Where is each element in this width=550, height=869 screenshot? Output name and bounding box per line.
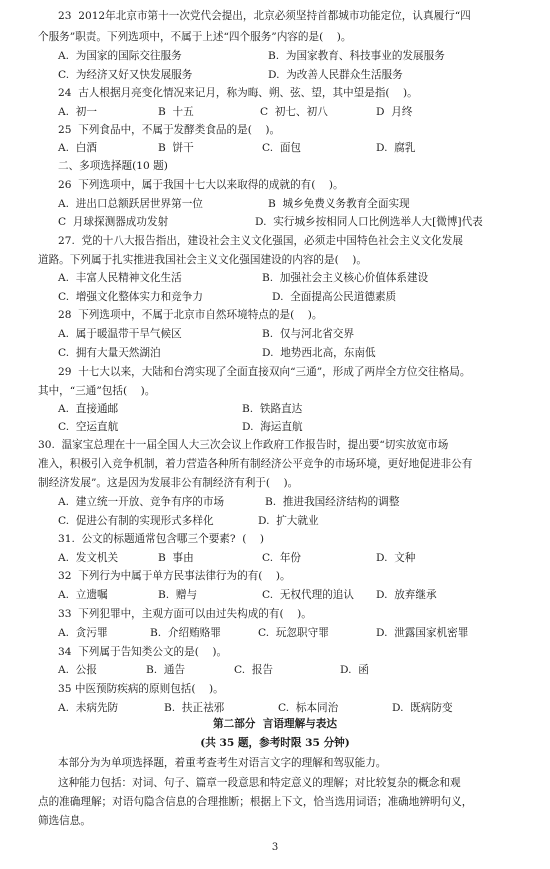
q34-option-c: C. 报告 <box>234 664 274 676</box>
q34-stem: 34 下列属于告知类公文的是( )。 <box>58 646 228 658</box>
q26-option-d: D. 实行城乡按相同人口比例选举人大[微博]代表 <box>255 216 483 228</box>
q33-option-c: C. 玩忽职守罪 <box>258 627 329 639</box>
q25-stem: 25 下列食品中，不属于发酵类食品的是( )。 <box>58 124 281 136</box>
q31-stem: 31. 公文的标题通常包含哪三个要素? ( ) <box>58 533 265 545</box>
q29-stem-line1: 29 十七大以来，大陆和台湾实现了全面直接双向“三通”，形成了两岸全方位交往格局。 <box>58 366 471 378</box>
q34-option-b: B. 通告 <box>146 664 186 676</box>
q32-option-d: D. 放弃继承 <box>376 589 437 601</box>
q30-stem-line1: 30. 温家宝总理在十一届全国人大三次会议上作政府工作报告时，提出要“切实放宽市场 <box>38 439 449 451</box>
q29-stem-line2: 其中，“三通”包括( )。 <box>38 385 156 397</box>
part2-intro-line1: 本部分为为单项选择题，着重考查考生对语言文字的理解和驾驭能力。 <box>58 757 387 769</box>
q26-option-c: C 月球探测器成功发射 <box>58 216 169 228</box>
q25-option-d: D. 腐乳 <box>376 142 416 154</box>
q30-stem-line3: 制经济发展”。这是因为发展非公有制经济有利于( )。 <box>38 477 299 489</box>
q32-option-c: C. 无权代理的追认 <box>262 589 354 601</box>
q28-option-b: B. 仅与河北省交界 <box>262 328 355 340</box>
q30-option-b: B. 推进我国经济结构的调整 <box>265 496 400 508</box>
q29-option-d: D. 海运直航 <box>242 421 303 433</box>
q28-option-c: C. 拥有大量天然湖泊 <box>58 347 161 359</box>
q33-option-b: B. 介绍贿赂罪 <box>150 627 221 639</box>
q24-option-a: A. 初一 <box>58 106 97 118</box>
q30-stem-line2: 准入，积极引入竞争机制，着力营造各种所有制经济公平竞争的市场环境，更好地促进非公有 <box>38 458 473 470</box>
part2-intro-line3: 点的准确理解；对语句隐含信息的合理推断；根据上下文，恰当选用词语；准确地辨明句义， <box>38 796 473 808</box>
q35-option-b: B. 扶正祛邪 <box>164 702 225 714</box>
q33-stem: 33 下列犯罪中，主观方面可以由过失构成的有( )。 <box>58 608 312 620</box>
q23-option-d: D. 为改善人民群众生活服务 <box>268 69 403 81</box>
q29-option-a: A. 直接通邮 <box>58 403 119 415</box>
page-number: 3 <box>271 842 279 853</box>
q30-option-a: A. 建立统一开放、竞争有序的市场 <box>58 496 225 508</box>
q35-stem: 35 中医预防疾病的原则包括( )。 <box>58 683 224 695</box>
q24-option-c: C 初七、初八 <box>260 106 328 118</box>
q34-option-d: D. 函 <box>340 664 369 676</box>
q35-option-c: C. 标本同治 <box>278 702 339 714</box>
q24-option-b: B 十五 <box>158 106 194 118</box>
q27-option-a: A. 丰富人民精神文化生活 <box>58 272 182 284</box>
q35-option-d: D. 既病防变 <box>392 702 453 714</box>
q27-stem-line2: 道路。下列属于扎实推进我国社会主义文化强国建设的内容的是( )。 <box>38 254 367 266</box>
q27-option-c: C. 增强文化整体实力和竞争力 <box>58 291 203 303</box>
q23-stem-line2: 个服务”职责。下列选项中，不属于上述“四个服务”内容的是( )。 <box>38 31 352 43</box>
q28-option-d: D. 地势西北高，东南低 <box>262 347 376 359</box>
q34-option-a: A. 公报 <box>58 664 97 676</box>
part2-title: 第二部分 言语理解与表达 <box>213 718 337 730</box>
q27-stem-line1: 27. 党的十八大报告指出，建设社会主义文化强国，必须走中国特色社会主义文化发展 <box>58 235 463 247</box>
q26-option-a: A. 进出口总额跃居世界第一位 <box>58 198 203 210</box>
q24-option-d: D 月终 <box>376 106 413 118</box>
q28-stem: 28 下列选项中，不属于北京市自然环境特点的是( )。 <box>58 309 323 321</box>
q31-option-a: A. 发文机关 <box>58 552 119 564</box>
q31-option-d: D. 文种 <box>376 552 416 564</box>
q31-option-b: B 事由 <box>158 552 194 564</box>
q23-stem-line1: 23 2012年北京市第十一次党代会提出，北京必须坚持首都城市功能定位，认真履行“四 <box>58 10 471 22</box>
q23-option-c: C. 为经济又好又快发展服务 <box>58 69 193 81</box>
q25-option-b: B 饼干 <box>158 142 194 154</box>
q27-option-b: B. 加强社会主义核心价值体系建设 <box>262 272 429 284</box>
q25-option-c: C. 面包 <box>262 142 302 154</box>
section-heading-multiple-choice: 二、多项选择题(10 题) <box>58 160 168 172</box>
q29-option-b: B. 铁路直达 <box>242 403 303 415</box>
q30-option-d: D. 扩大就业 <box>258 515 319 527</box>
q33-option-a: A. 贪污罪 <box>58 627 108 639</box>
q32-stem: 32 下列行为中属于单方民事法律行为的有( )。 <box>58 570 291 582</box>
q27-option-d: D. 全面提高公民道德素质 <box>272 291 397 303</box>
q28-option-a: A. 属于暖温带干旱气候区 <box>58 328 182 340</box>
q23-option-a: A. 为国家的国际交往服务 <box>58 50 182 62</box>
q33-option-d: D. 泄露国家机密罪 <box>376 627 469 639</box>
q26-stem: 26 下列选项中，属于我国十七大以来取得的成就的有( )。 <box>58 179 344 191</box>
q29-option-c: C. 空运直航 <box>58 421 119 433</box>
part2-intro-line2: 这种能力包括：对词、句子、篇章一段意思和特定意义的理解；对比较复杂的概念和观 <box>58 777 461 789</box>
q32-option-a: A. 立遗嘱 <box>58 589 108 601</box>
q24-stem: 24 古人根据月亮变化情况来记月，称为晦、朔、弦、望，其中望是指( )。 <box>58 87 418 99</box>
q30-option-c: C. 促进公有制的实现形式多样化 <box>58 515 214 527</box>
q23-option-b: B. 为国家教育、科技事业的发展服务 <box>268 50 445 62</box>
part2-subtitle: (共 35 题，参考时限 35 分钟) <box>200 737 350 749</box>
part2-intro-line4: 筛选信息。 <box>38 815 91 827</box>
q35-option-a: A. 未病先防 <box>58 702 119 714</box>
q26-option-b: B 城乡免费义务教育全面实现 <box>268 198 410 210</box>
q25-option-a: A. 白酒 <box>58 142 97 154</box>
q31-option-c: C. 年份 <box>262 552 302 564</box>
q32-option-b: B. 赠与 <box>158 589 198 601</box>
